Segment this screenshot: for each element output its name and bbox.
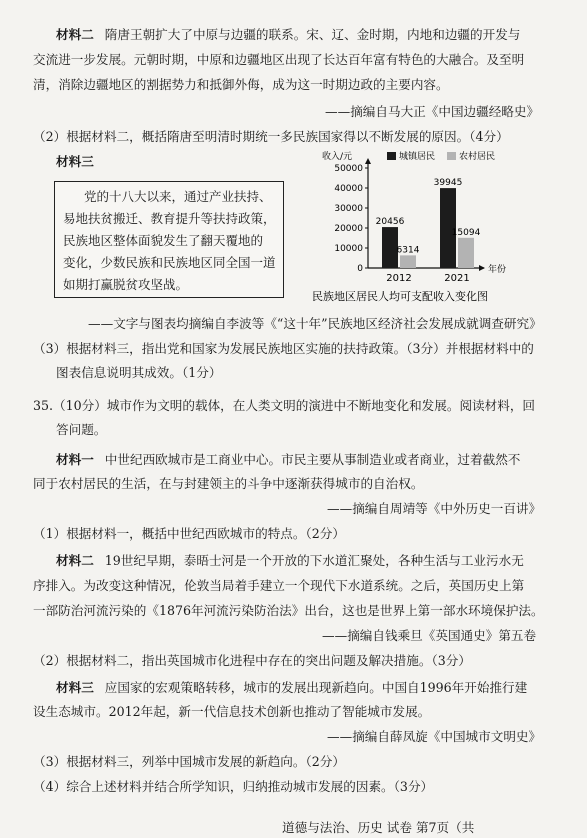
x-axis-label: 年份 [488,265,507,275]
box-line-4: 变化，少数民族和民族地区同全国一道 [63,255,276,270]
legend-swatch-rural [447,152,456,160]
data-label-urban-2012: 20456 [375,217,405,228]
q35-material-2-line-1: 19世纪早期，泰晤士河是一个开放的下水道汇聚处，各种生活与工业污水无 [104,553,524,568]
x-axis-arrow [479,265,485,271]
y-tick-label: 30000 [334,204,363,214]
q35-material-2-line-3: 一部防治河流污染的《1876年河流污染防治法》出台，这也是世界上第一部水环境保护法。 [33,603,544,618]
q35-question-4: （4）综合上述材料并结合所学知识，归纳推动城市发展的因素。（3分） [33,779,434,794]
data-label-urban-2021: 39945 [433,178,463,189]
bar-rural-2021 [458,238,474,268]
q35-material-1-label: 材料一 [56,452,94,467]
box-line-3: 民族地区整体面貌发生了翻天覆地的 [63,233,264,248]
material-2-source: ——摘编自马大正《中国边疆经略史》 [325,104,540,119]
q35-material-3-source: ——摘编自薛凤旋《中国城市文明史》 [327,729,542,744]
box-line-2: 易地扶贫搬迁、教育提升等扶持政策， [63,211,276,226]
y-tick-label: 40000 [334,184,363,194]
y-axis-arrow [365,158,371,164]
q35-material-1-source: ——摘编自周靖等《中外历史一百讲》 [327,501,542,516]
income-bar-chart [312,148,534,308]
x-tick-label: 2012 [386,273,412,284]
q35-material-2-label: 材料二 [56,553,94,568]
question-3-line-1: （3）根据材料三，指出党和国家为发展民族地区实施的扶持政策。（3分）并根据材料中的 [33,341,534,356]
q35-material-3-line-1: 应国家的宏观策略转移，城市的发展出现新趋向。中国自1996年开始推行建 [104,680,528,695]
legend-label-urban: 城镇居民 [399,152,436,162]
material-2-label: 材料二 [56,27,94,42]
q35-material-1-line-2: 同于农村居民的生活，在与封建领主的斗争中逐渐获得城市的自治权。 [33,476,424,491]
material-2-line-2: 交流进一步发展。元朝时期，中原和边疆地区出现了长达百年富有特色的大融合。及至明 [33,52,525,67]
page-footer: 道德与法治、历史 试卷 第7页（共 [282,820,475,835]
y-tick-label: 20000 [334,224,363,234]
material-3-text-box [54,181,284,298]
legend-label-rural: 农村居民 [459,152,496,162]
box-line-1: 党的十八大以来，通过产业扶持、 [84,189,272,204]
data-label-rural-2021: 15094 [451,227,481,238]
q35-material-2-source: ——摘编自钱乘旦《英国通史》第五卷 [322,628,537,643]
q35-material-3-label: 材料三 [56,680,94,695]
material-3-label: 材料三 [56,154,94,169]
material-2-line-1: 隋唐王朝扩大了中原与边疆的联系。宋、辽、金时期，内地和边疆的开发与 [104,27,521,42]
question-35-line-1: 35.（10分）城市作为文明的载体，在人类文明的演进中不断地变化和发展。阅读材料，回 [33,398,536,413]
question-35-line-2: 答问题。 [56,422,107,437]
data-label-rural-2012: 6314 [396,245,420,256]
q35-question-1: （1）根据材料一，概括中世纪西欧城市的特点。（2分） [33,526,345,541]
box-line-5: 如期打赢脱贫攻坚战。 [63,277,189,292]
y-tick-label: 50000 [334,164,363,174]
bar-rural-2012 [400,255,416,268]
q35-question-3: （3）根据材料三，列举中国城市发展的新趋向。（2分） [33,754,345,769]
q35-question-2: （2）根据材料二，指出英国城市化进程中存在的突出问题及解决措施。（3分） [33,653,471,668]
material-3-source: ——文字与图表均摘编自李波等《“这十年”民族地区经济社会发展成就调查研究》 [88,316,542,331]
x-tick-label: 2021 [444,273,470,284]
y-tick-label: 10000 [334,244,363,254]
q35-material-2-line-2: 序排入。为改变这种情况，伦敦当局着手建立一个现代下水道系统。之后，英国历史上第 [33,578,525,593]
q35-material-3-line-2: 设生态城市。2012年起，新一代信息技术创新也推动了智能城市发展。 [33,704,431,719]
material-2-line-3: 清，消除边疆地区的割据势力和抵御外侮，成为这一时期边政的主要内容。 [33,77,449,92]
question-2: （2）根据材料二，概括隋唐至明清时期统一多民族国家得以不断发展的原因。（4分） [33,129,509,144]
y-tick-label: 0 [357,264,363,274]
q35-material-1-line-1: 中世纪西欧城市是工商业中心。市民主要从事制造业或者商业，过着截然不 [104,452,521,467]
y-axis-label: 收入/元 [322,152,353,162]
legend-swatch-urban [387,152,396,160]
chart-title: 民族地区居民人均可支配收入变化图 [312,290,488,303]
question-3-line-2: 图表信息说明其成效。（1分） [56,365,222,380]
